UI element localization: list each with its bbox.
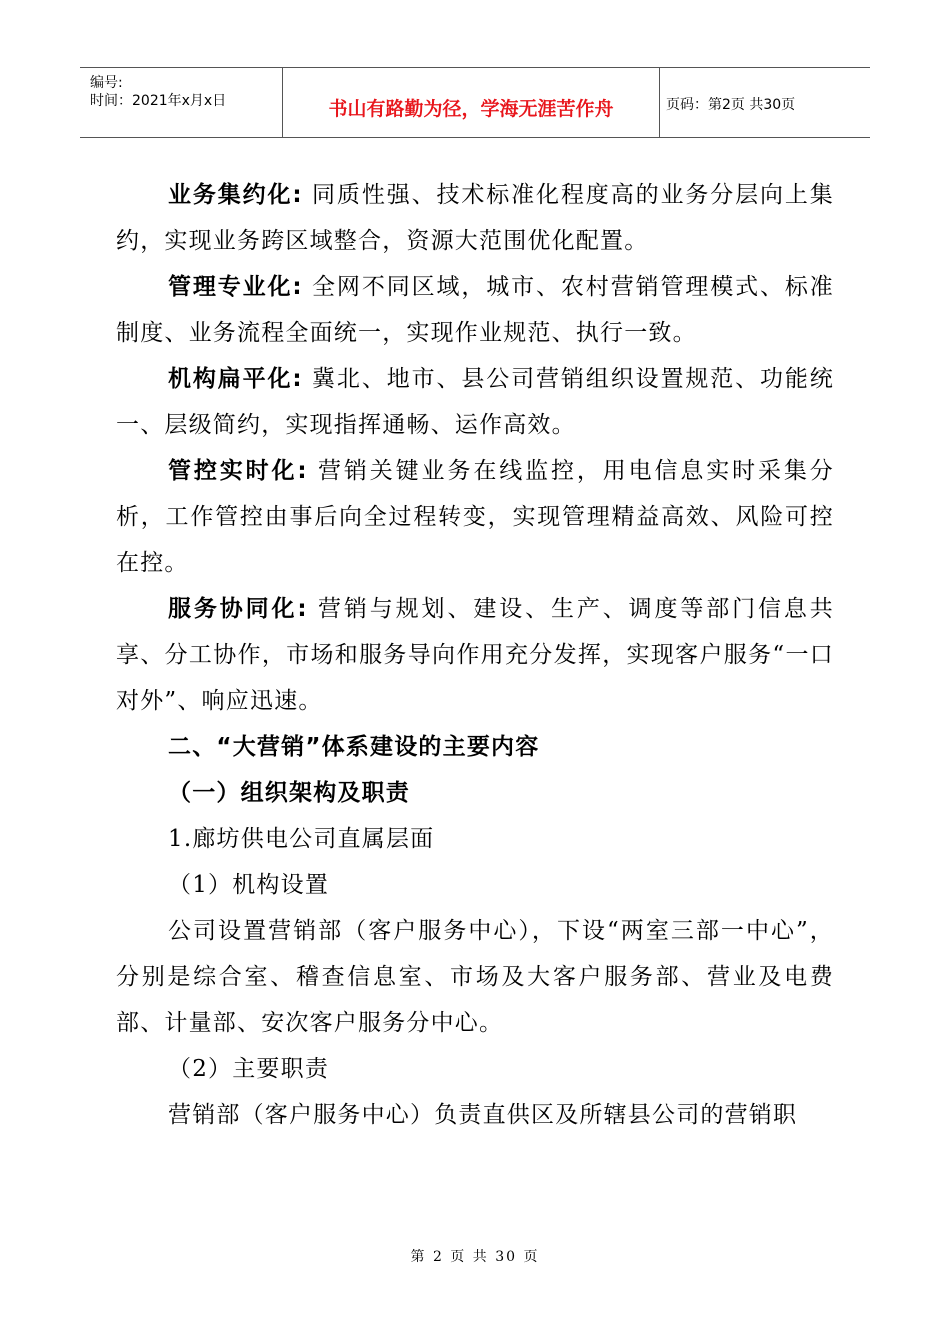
paragraph-service-collaboration <box>116 586 834 724</box>
sub-heading: （一）组织架构及职责 <box>168 780 410 806</box>
page-footer: 第 2 页 共 30 页 <box>410 1249 540 1265</box>
paragraph-flat-organization <box>116 356 834 448</box>
paragraph-management-specialization <box>116 264 834 356</box>
document-number-label: 编号: <box>90 75 123 91</box>
item-heading-1-1: （1）机构设置 <box>168 872 330 898</box>
paragraph-keyword: 管理专业化: <box>168 274 303 300</box>
paragraph-realtime-control <box>116 448 834 586</box>
header-motto: 书山有路勤为径，学海无涯苦作舟 <box>328 98 614 120</box>
paragraph-text: 营销与规划、建设、生产、调度等部门信息共享、分工协作，市场和服务导向作用充分发挥，实现客户服务“一口对外”、响应迅速。 <box>116 596 835 714</box>
header-motto-cell <box>283 68 660 137</box>
paragraph-text: 营销关键业务在线监控，用电信息实时采集分析，工作管控由事后向全过程转变，实现管理精益高效、风险可控在控。 <box>116 458 835 576</box>
header-info-cell <box>80 68 283 137</box>
paragraph-keyword: 服务协同化: <box>168 596 308 622</box>
paragraph-text: 同质性强、技术标准化程度高的业务分层向上集约，实现业务跨区域整合，资源大范围优化配置。 <box>116 182 834 254</box>
section-heading: 二、“大营销”体系建设的主要内容 <box>168 734 540 760</box>
paragraph-organization-setup: 公司设置营销部（客户服务中心），下设“两室三部一中心”，分别是综合室、稽查信息室、市场及大客户服务部、营业及电费部、计量部、安次客户服务分中心。 <box>116 918 834 1036</box>
paragraph-business-centralization <box>116 172 834 264</box>
item-heading-1-2: （2）主要职责 <box>168 1056 330 1082</box>
paragraph-main-duties: 营销部（客户服务中心）负责直供区及所辖县公司的营销职 <box>168 1102 798 1128</box>
paragraph-text: 全网不同区域，城市、农村营销管理模式、标准制度、业务流程全面统一，实现作业规范、执行一致。 <box>116 274 834 346</box>
header-table <box>80 67 870 138</box>
document-date-label: 时间：2021年x月x日 <box>90 93 227 109</box>
header-page-code: 页码：第2页 共30页 <box>666 97 796 113</box>
document-body <box>116 172 834 1138</box>
paragraph-keyword: 业务集约化: <box>168 182 303 208</box>
header-page-cell <box>660 68 870 137</box>
paragraph-text: 冀北、地市、县公司营销组织设置规范、功能统一、层级简约，实现指挥通畅、运作高效。 <box>116 366 834 438</box>
item-heading-1: 1.廊坊供电公司直属层面 <box>168 826 435 852</box>
paragraph-keyword: 管控实时化: <box>168 458 308 484</box>
paragraph-keyword: 机构扁平化: <box>168 366 303 392</box>
